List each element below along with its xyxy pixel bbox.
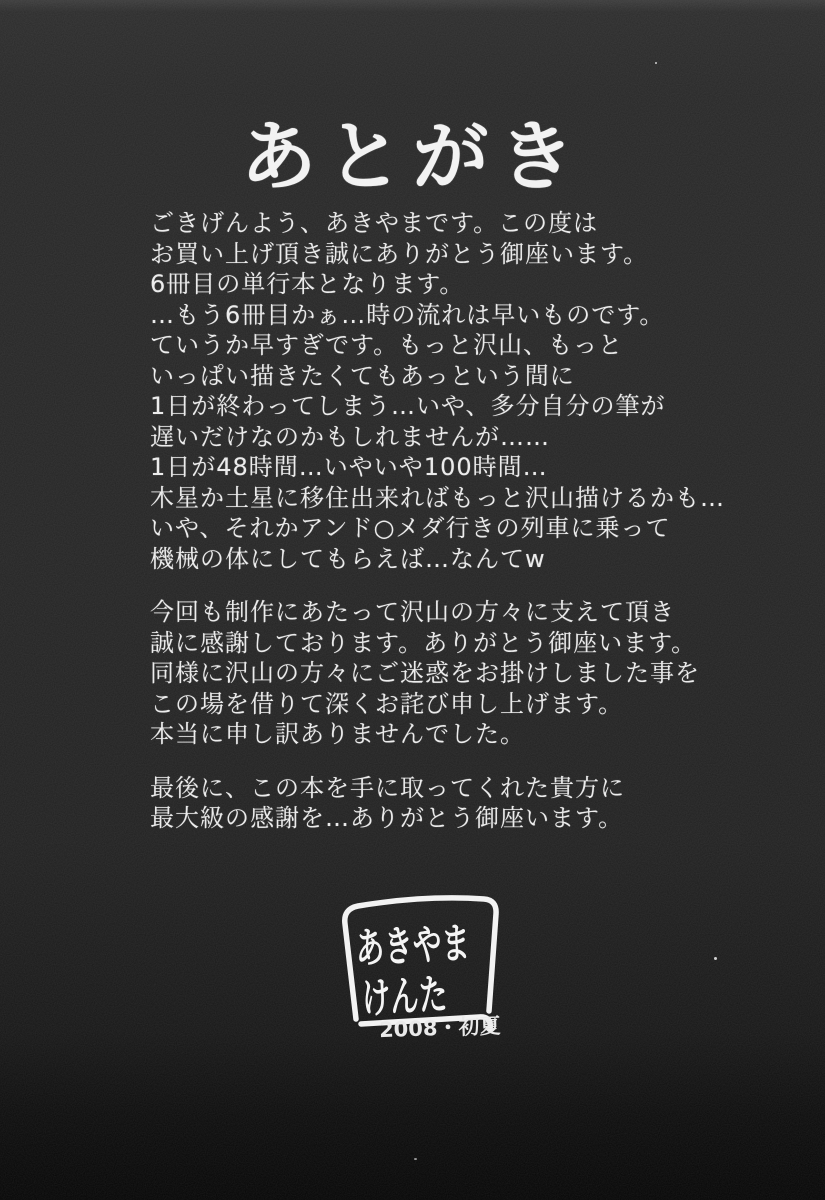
- signature-name-line1: あきやま: [355, 918, 471, 973]
- afterword-line: 1日が48時間…いやいや100時間…: [150, 453, 548, 481]
- afterword-body: [150, 208, 725, 834]
- paragraph: [150, 208, 725, 574]
- signature-block: [335, 890, 525, 1060]
- afterword-line: 同様に沢山の方々にご迷惑をお掛けしました事を: [150, 659, 700, 687]
- afterword-line: 最後に、この本を手に取ってくれた貴方に: [150, 773, 625, 802]
- afterword-line: いっぱい描きたくてもあっという間に: [150, 361, 575, 390]
- dust-speck: [714, 957, 717, 960]
- afterword-line: ごきげんよう、あきやまです。この度は: [150, 209, 599, 237]
- afterword-line: 誠に感謝しております。ありがとう御座います。: [150, 628, 697, 657]
- paragraph: [150, 597, 710, 750]
- signature-date: 2008・初夏: [378, 1013, 501, 1043]
- afterword-line: …もう6冊目かぁ…時の流れは早いものです。: [150, 300, 665, 329]
- signature-name-line2: けんた: [361, 969, 448, 1023]
- dust-speck: [414, 1158, 417, 1160]
- dust-speck: [655, 62, 657, 64]
- afterword-line: 本当に申し訳ありませんでした。: [150, 720, 525, 748]
- afterword-line: 機械の体にしてもらえば…なんてw: [150, 544, 546, 573]
- afterword-line: 6冊目の単行本となります。: [150, 270, 465, 298]
- afterword-line: 最大級の感謝を…ありがとう御座います。: [150, 804, 624, 832]
- afterword-line: ていうか早すぎです。もっと沢山、もっと: [150, 331, 624, 359]
- afterword-line: 遅いだけなのかもしれませんが……: [150, 422, 550, 451]
- page-title: あとがき: [240, 112, 585, 201]
- afterword-line: お買い上げ頂き誠にありがとう御座います。: [150, 239, 649, 268]
- afterword-line: 今回も制作にあたって沢山の方々に支えて頂き: [150, 598, 675, 626]
- afterword-line: 木星か土星に移住出来ればもっと沢山描けるかも…: [150, 483, 725, 512]
- afterword-line: 1日が終わってしまう…いや、多分自分の筆が: [150, 392, 666, 420]
- afterword-line: この場を借りて深くお詫び申し上げます。: [150, 689, 624, 718]
- paragraph: [150, 773, 710, 834]
- afterword-line: いや、それかアンド○メダ行きの列車に乗って: [150, 514, 671, 542]
